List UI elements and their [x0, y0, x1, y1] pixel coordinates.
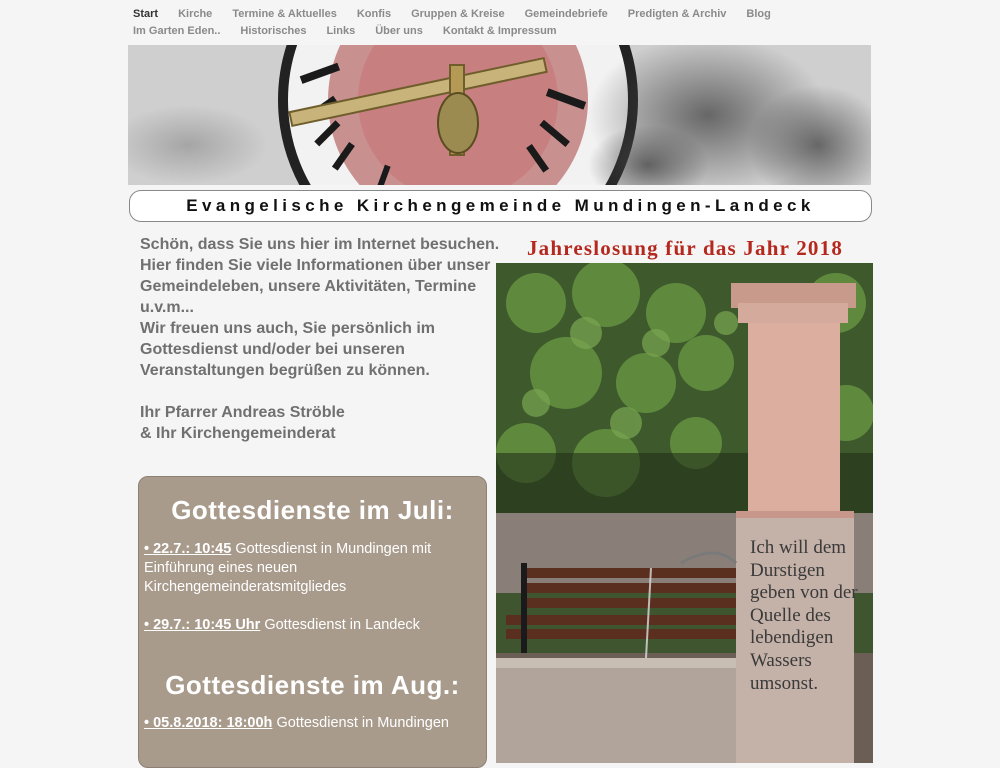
nav-item-kontakt[interactable]: Kontakt & Impressum	[442, 25, 557, 37]
services-heading-aug: Gottesdienste im Aug.:	[165, 670, 460, 700]
nav-row-1	[133, 8, 791, 20]
nav-item-konfis[interactable]: Konfis	[356, 8, 392, 20]
service-entry	[144, 714, 486, 733]
nav-item-gruppen[interactable]: Gruppen & Kreise	[411, 8, 505, 20]
service-date-link[interactable]: • 05.8.2018: 18:00h	[144, 715, 273, 731]
service-date-link[interactable]: • 29.7.: 10:45 Uhr	[144, 617, 261, 633]
nav-item-gemeindebriefe[interactable]: Gemeindebriefe	[524, 8, 608, 20]
welcome-line-3: Wir freuen uns auch, Sie persönlich im Gottesdienst und/oder bei unseren Veranstaltungen begrüßen zu können.	[140, 320, 436, 379]
service-entry	[144, 616, 486, 635]
nav-item-start[interactable]: Start	[133, 8, 159, 20]
nav-item-termine[interactable]: Termine & Aktuelles	[232, 8, 337, 20]
service-description: Gottesdienst in Mundingen	[272, 715, 449, 731]
services-box	[138, 476, 487, 768]
service-description: Gottesdienst in Landeck	[260, 617, 420, 633]
services-heading-july: Gottesdienste im Juli:	[171, 495, 454, 525]
nav-item-kirche[interactable]: Kirche	[178, 8, 213, 20]
nav-item-links[interactable]: Links	[326, 25, 356, 37]
welcome-line-2: Hier finden Sie viele Informationen über unser Gemeindeleben, unsere Aktivitäten, Termine u.v.m...	[140, 257, 491, 316]
header-clock-photo	[128, 45, 871, 185]
nav-item-predigten[interactable]: Predigten & Archiv	[627, 8, 727, 20]
site-title-bar	[129, 190, 872, 222]
jahreslosung-heading: Jahreslosung für das Jahr 2018	[526, 236, 844, 260]
nav-item-historisches[interactable]: Historisches	[240, 25, 307, 37]
nav-item-blog[interactable]: Blog	[746, 8, 771, 20]
welcome-line-1: Schön, dass Sie uns hier im Internet besuchen.	[140, 236, 500, 253]
nav-item-ueber-uns[interactable]: Über uns	[375, 25, 423, 37]
nav-row-2	[133, 25, 577, 37]
jahreslosung-verse: Ich will dem Durstigen geben von der Quelle des lebendigen Wassers umsonst.	[750, 537, 858, 694]
service-entry	[144, 540, 486, 597]
nav-item-garten-eden[interactable]: Im Garten Eden..	[133, 25, 221, 37]
signature-council: & Ihr Kirchengemeinderat	[140, 425, 336, 442]
service-date-link[interactable]: • 22.7.: 10:45	[144, 541, 232, 557]
welcome-text	[140, 234, 500, 444]
service-description: Gottesdienst in Mundingen mit Einführung eines neuen Kirchengemeinderatsmitgliedes	[144, 541, 432, 595]
site-title: Evangelische Kirchengemeinde Mundingen-Landeck	[186, 196, 815, 215]
clock-image	[128, 45, 871, 185]
signature-pastor: Ihr Pfarrer Andreas Ströble	[140, 404, 345, 421]
